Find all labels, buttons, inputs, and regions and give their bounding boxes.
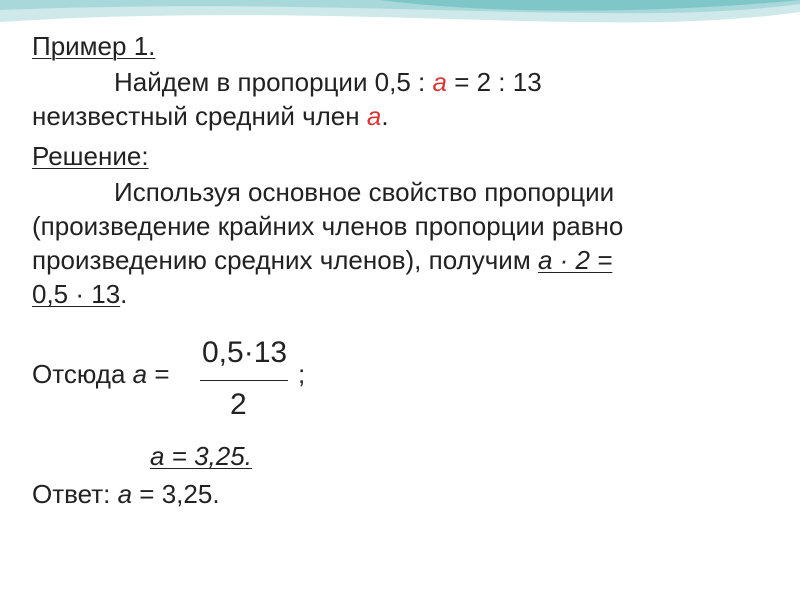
answer-line bbox=[32, 478, 220, 510]
variable-a: а bbox=[366, 101, 382, 131]
solution-line-1-text: Используя основное свойство пропорции bbox=[114, 177, 615, 207]
formula-part-1: а · 2 = bbox=[537, 245, 613, 275]
fraction-numerator: 0,5·13 bbox=[202, 336, 288, 369]
solution-heading bbox=[32, 140, 149, 172]
variable-a: а bbox=[432, 67, 447, 97]
formula-part-2: 0,5 · 13 bbox=[32, 279, 121, 309]
derivation-variable: а bbox=[132, 359, 148, 389]
answer-label: Ответ: bbox=[32, 479, 118, 509]
example-line-1 bbox=[114, 66, 542, 98]
solution-paragraph-line-4 bbox=[32, 278, 127, 310]
solution-paragraph-line-1 bbox=[114, 176, 614, 208]
example-title bbox=[32, 30, 155, 62]
derivation-semicolon bbox=[298, 358, 305, 390]
example-line-1-text: Найдем в пропорции 0,5 : bbox=[114, 67, 433, 97]
fraction-denominator: 2 bbox=[230, 388, 247, 421]
answer-variable: а bbox=[117, 479, 133, 509]
example-title-text: Пример 1. bbox=[32, 31, 156, 61]
derivation-line bbox=[32, 358, 170, 390]
solution-paragraph-line-3 bbox=[32, 244, 612, 276]
formula-end: . bbox=[120, 279, 128, 309]
semicolon: ; bbox=[298, 359, 306, 389]
solution-paragraph-line-2 bbox=[32, 210, 623, 242]
derivation-result bbox=[150, 440, 252, 472]
solution-heading-text: Решение: bbox=[32, 141, 149, 171]
derivation-label: Отсюда bbox=[32, 359, 133, 389]
result-text: а = 3,25. bbox=[150, 441, 252, 471]
fraction-bar bbox=[200, 380, 288, 381]
solution-line-2-text: (произведение крайних членов пропорции равно bbox=[32, 211, 624, 241]
solution-line-3-text: произведению средних членов), получим bbox=[32, 245, 538, 275]
example-line-2-text: неизвестный средний член bbox=[32, 101, 367, 131]
answer-value: = 3,25. bbox=[132, 479, 220, 509]
example-line-2-end: . bbox=[381, 101, 389, 131]
example-line-1-rest: = 2 : 13 bbox=[446, 67, 542, 97]
derivation-equals: = bbox=[147, 359, 170, 389]
example-line-2 bbox=[32, 100, 389, 132]
